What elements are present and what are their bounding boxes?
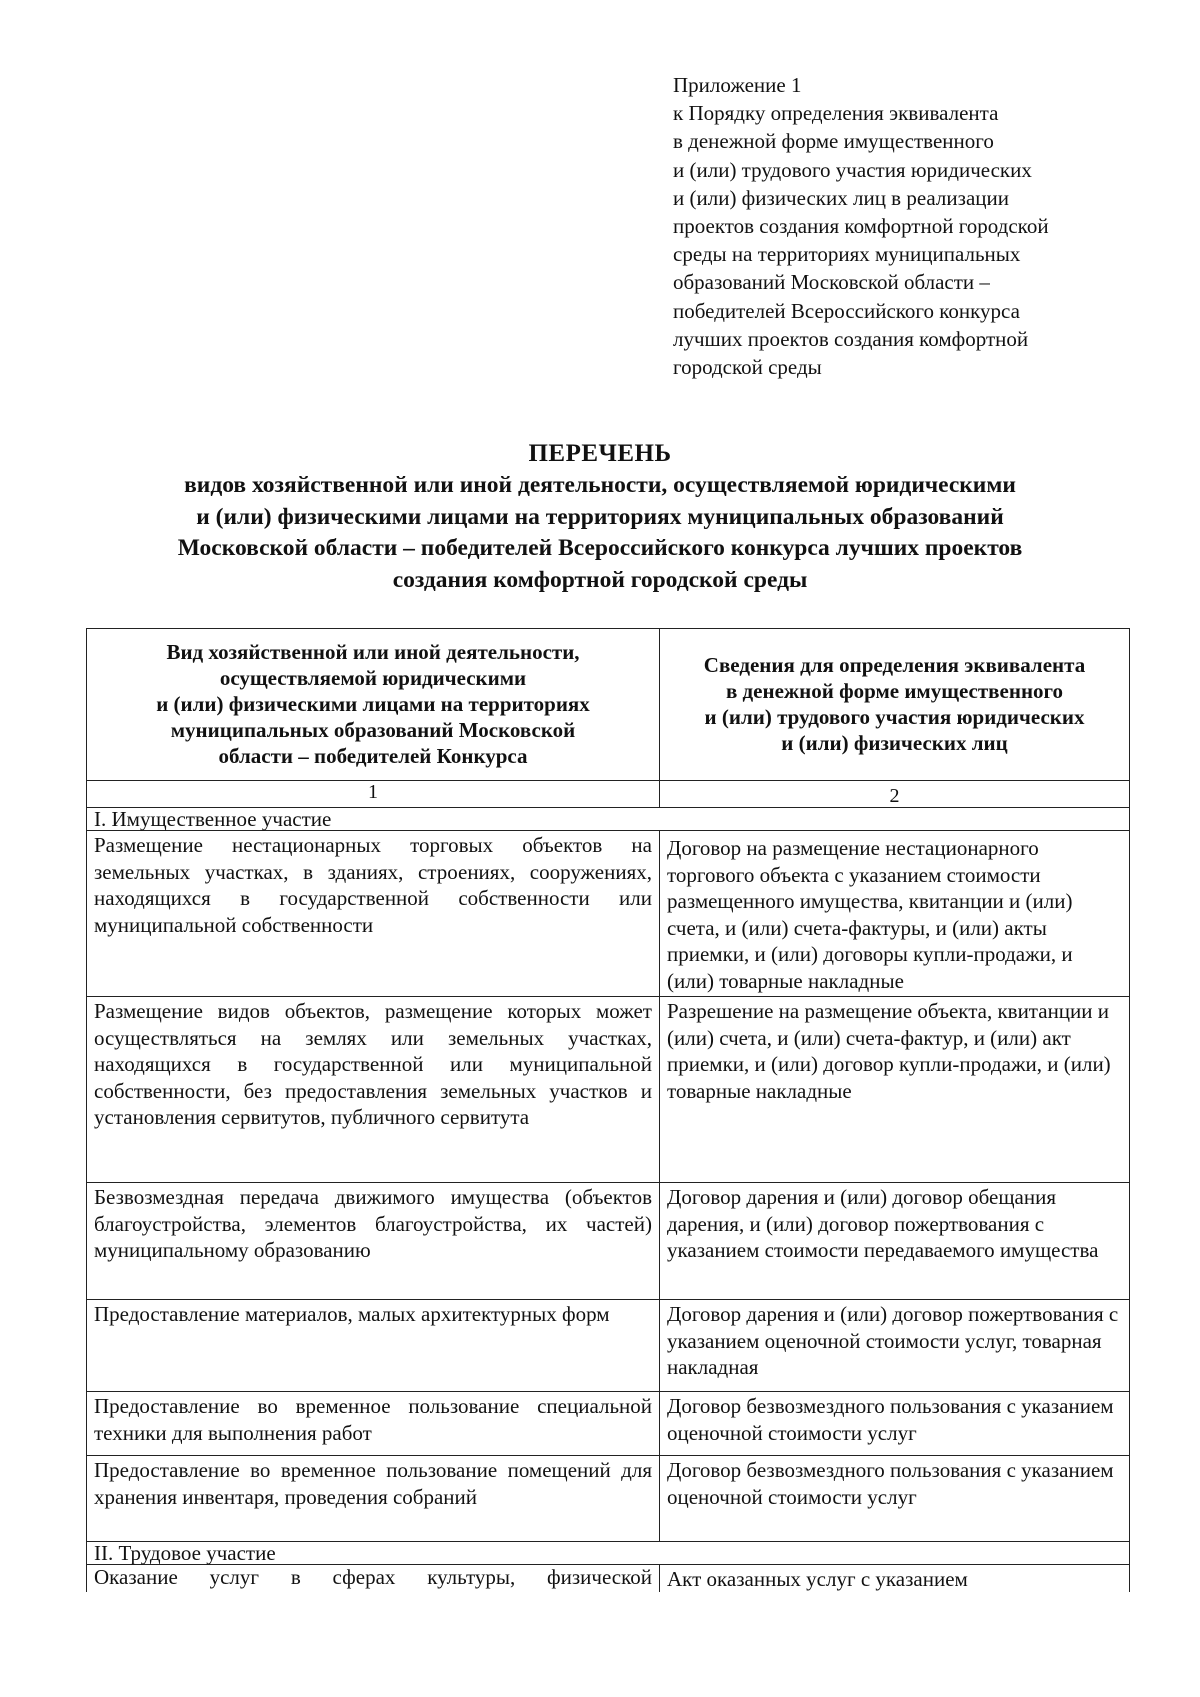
appendix-line: Приложение 1 — [673, 73, 802, 97]
section-title: I. Имущественное участие — [87, 808, 1130, 831]
title-line: создания комфортной городской среды — [392, 566, 808, 593]
header-line: Вид хозяйственной или иной деятельности, — [166, 640, 580, 664]
table-row — [87, 831, 1130, 997]
title-heading: ПЕРЕЧЕНЬ — [528, 440, 672, 467]
appendix-line: победителей Всероссийского конкурса — [673, 298, 1020, 323]
title-line: Московской области – победителей Всероссийского конкурса лучших проектов — [177, 535, 1023, 561]
header-line: муниципальных образований Московской — [170, 718, 576, 742]
activities-table — [86, 628, 1130, 1592]
appendix-note — [673, 71, 1143, 381]
info-cell: Договор безвозмездного пользования с указанием оценочной стоимости услуг — [660, 1456, 1130, 1542]
info-cell: Договор на размещение нестационарного торгового объекта с указанием стоимости размещенного имущества, квитанции и (или) счета, и (или) счета-фактуры, и (или) акты приемки, и (или) договоры купли-продажи, и (или) товарные накладные — [660, 831, 1130, 997]
table-row — [87, 1392, 1130, 1456]
info-cell: Акт оказанных услуг с указанием — [660, 1565, 1130, 1593]
appendix-line: среды на территориях муниципальных — [673, 242, 1021, 267]
table-header-row — [87, 629, 1130, 781]
appendix-line: образований Московской области – — [673, 270, 990, 295]
appendix-line: проектов создания комфортной городской — [673, 214, 1049, 239]
column-numbers-row — [87, 781, 1130, 808]
section-row — [87, 1542, 1130, 1565]
appendix-line: в денежной форме имущественного — [673, 129, 994, 154]
activity-cell: Оказание услуг в сферах культуры, физической — [87, 1565, 660, 1593]
header-line: области – победителей Конкурса — [218, 744, 528, 768]
activity-cell: Предоставление материалов, малых архитектурных форм — [87, 1300, 660, 1392]
info-cell: Договор безвозмездного пользования с указанием оценочной стоимости услуг — [660, 1392, 1130, 1456]
appendix-line: городской среды — [673, 355, 822, 380]
info-cell: Разрешение на размещение объекта, квитанции и (или) счета, и (или) счета-фактур, и (или) акт приемки, и (или) договор купли-продажи, и (или) товарные накладные — [660, 997, 1130, 1183]
header-line: и (или) физическими лицами на территориях — [156, 692, 590, 716]
activity-cell: Безвозмездная передача движимого имущества (объектов благоустройства, элементов благоустройства, их частей) муниципальному образованию — [87, 1183, 660, 1300]
header-line: в денежной форме имущественного — [725, 679, 1064, 703]
document-title — [60, 438, 1140, 596]
activity-cell: Размещение видов объектов, размещение которых может осуществляться на землях или земельных участках, находящихся в государственной или муниципальной собственности, без предоставления земельных участков и установления сервитутов, публичного сервитута — [87, 997, 660, 1183]
header-line: и (или) физических лиц — [781, 731, 1008, 755]
section-title: II. Трудовое участие — [87, 1542, 1130, 1565]
appendix-line: к Порядку определения эквивалента — [673, 101, 999, 126]
header-col1 — [87, 629, 660, 781]
table-row — [87, 1300, 1130, 1392]
header-line: осуществляемой юридическими — [219, 666, 527, 690]
info-cell: Договор дарения и (или) договор пожертвования с указанием оценочной стоимости услуг, товарная накладная — [660, 1300, 1130, 1392]
column-number: 2 — [660, 781, 1130, 808]
table-row — [87, 1565, 1130, 1593]
appendix-line: лучших проектов создания комфортной — [673, 326, 1029, 351]
header-col2 — [660, 629, 1130, 781]
title-line: видов хозяйственной или иной деятельности, осуществляемой юридическими — [184, 472, 1016, 498]
table-row — [87, 1183, 1130, 1300]
header-line: и (или) трудового участия юридических — [704, 705, 1085, 729]
section-row — [87, 808, 1130, 831]
info-cell: Договор дарения и (или) договор обещания дарения, и (или) договор пожертвования с указанием стоимости передаваемого имущества — [660, 1183, 1130, 1300]
table-row — [87, 997, 1130, 1183]
activity-cell: Предоставление во временное пользование специальной техники для выполнения работ — [87, 1392, 660, 1456]
table-row — [87, 1456, 1130, 1542]
column-number: 1 — [87, 781, 660, 808]
activity-cell: Размещение нестационарных торговых объектов на земельных участках, в зданиях, строениях, сооружениях, находящихся в государственной собственности или муниципальной собственности — [87, 831, 660, 997]
appendix-line: и (или) физических лиц в реализации — [673, 185, 1009, 210]
appendix-line: и (или) трудового участия юридических — [673, 157, 1032, 182]
header-line: Сведения для определения эквивалента — [703, 653, 1086, 677]
activity-cell: Предоставление во временное пользование помещений для хранения инвентаря, проведения собраний — [87, 1456, 660, 1542]
title-line: и (или) физическими лицами на территориях муниципальных образований — [196, 503, 1004, 530]
